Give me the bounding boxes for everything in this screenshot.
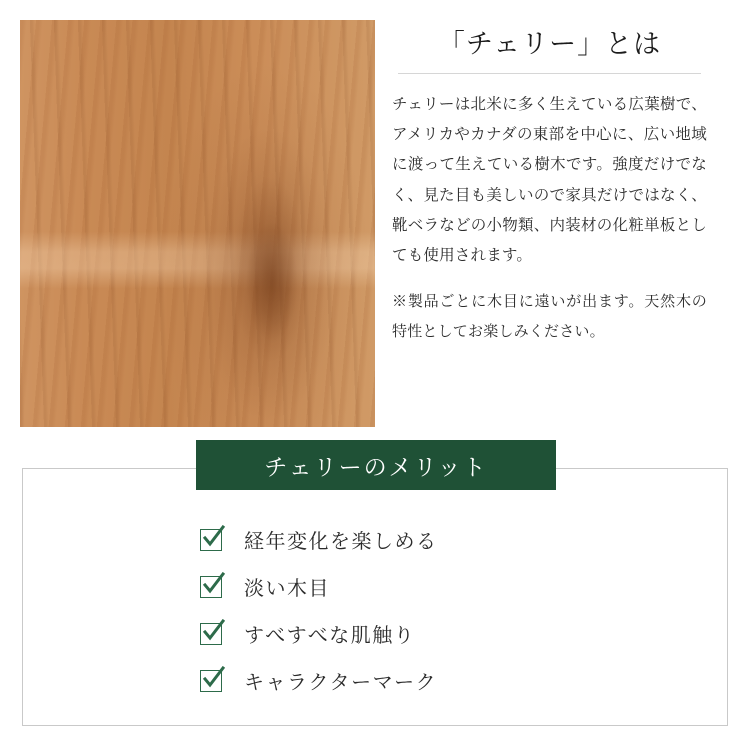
list-item: [200, 610, 630, 657]
intro-note: ※製品ごとに木目に遠いが出ます。天然木の特性としてお楽しみください。: [392, 293, 707, 340]
check-icon: [200, 529, 222, 551]
list-item: [200, 657, 630, 704]
merit-label: 淡い木目: [244, 578, 330, 600]
merits-banner-label: チェリーのメリット: [264, 453, 488, 480]
title-divider: [398, 73, 701, 74]
merit-label: すべすべな肌触り: [244, 625, 416, 647]
cherry-wood-grain-photo: [20, 20, 375, 427]
check-icon: [200, 670, 222, 692]
merits-banner: [196, 440, 556, 490]
intro-text-column: [392, 22, 707, 346]
merit-label: キャラクターマーク: [244, 672, 438, 694]
check-icon: [200, 576, 222, 598]
page-title: 「チェリー」とは: [437, 29, 662, 59]
list-item: [200, 563, 630, 610]
list-item: [200, 516, 630, 563]
merits-list: [200, 516, 630, 704]
merit-label: 経年変化を楽しめる: [244, 531, 438, 553]
intro-paragraph: チェリーは北米に多く生えている広葉樹で、アメリカやカナダの東部を中心に、広い地域に渡って生えている樹木です。強度だけでなく、見た目も美しいので家具だけではなく、靴ベラなどの小物類、内装材の化粧単板としても使用されます。: [392, 96, 707, 265]
check-icon: [200, 623, 222, 645]
